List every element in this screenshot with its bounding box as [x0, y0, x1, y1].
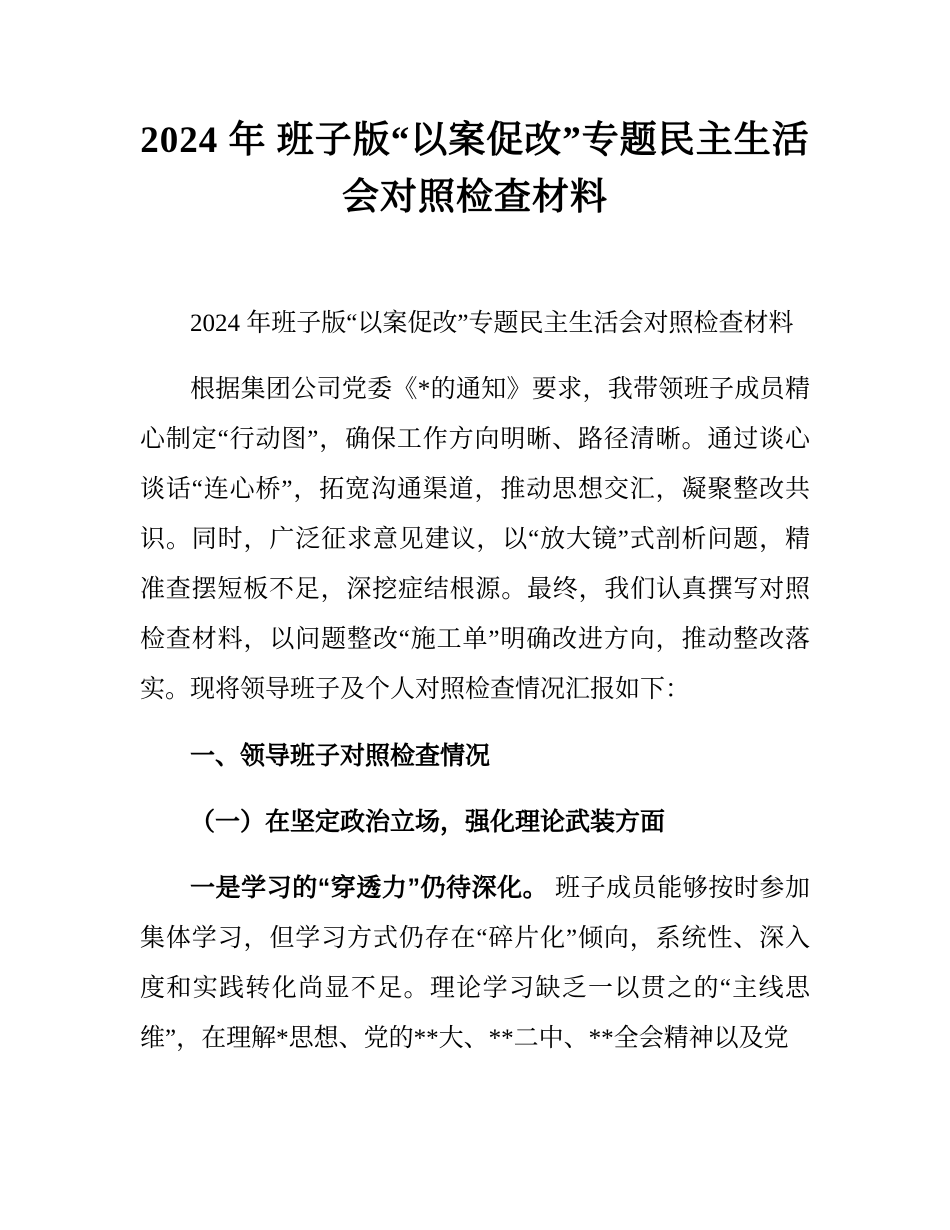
section-heading-leadership-team: 一、领导班子对照检查情况 [190, 741, 491, 770]
point-one-body-text: 班子成员能够按时参加集体学习，但学习方式仍存在“碎片化”倾向，系统性、深入度和实践转化尚显不足。理论学习缺乏一以贯之的“主线思维”，在理解*思想、党的**大、**二中、**全会精神以及党 [140, 874, 810, 1052]
subsection-heading-political-stance: （一）在坚定政治立场，强化理论武装方面 [190, 807, 666, 836]
point-one-bold-lead: 一是学习的“穿透力”仍待深化。 [190, 873, 549, 902]
paragraph-point-one [140, 863, 810, 1064]
document-title: 2024 年 班子版“以案促改”专题民主生活会对照检查材料 [140, 120, 810, 219]
paragraph-subtitle: 2024 年班子版“以案促改”专题民主生活会对照检查材料 [190, 309, 794, 337]
paragraph-intro: 根据集团公司党委《*的通知》要求，我带领班子成员精心制定“行动图”，确保工作方向明晰、路径清晰。通过谈心谈话“连心桥”，拓宽沟通渠道，推动思想交汇，凝聚整改共识。同时，广泛征求意见建议，以“放大镜”式剖析问题，精准查摆短板不足，深挖症结根源。最终，我们认真撰写对照检查材料，以问题整改“施工单”明确改进方向，推动整改落实。现将领导班子及个人对照检查情况汇报如下： [140, 375, 810, 703]
